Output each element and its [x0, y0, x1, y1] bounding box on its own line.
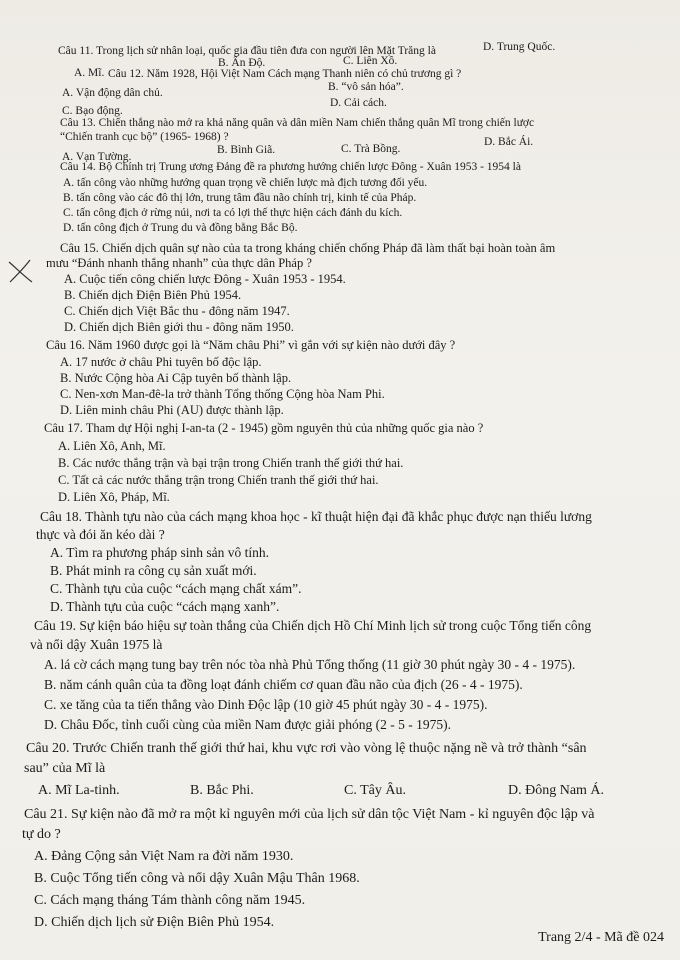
- q19-option-c: C. xe tăng của ta tiến thẳng vào Dinh Độc lập (10 giờ 45 phút ngày 30 - 4 - 1975).: [44, 697, 488, 712]
- question-17: Câu 17. Tham dự Hội nghị I-an-ta (2 - 1945) gồm nguyên thủ của những quốc gia nào ?: [44, 421, 484, 435]
- q14-option-b: B. tấn công vào các đô thị lớn, trung tâm đầu não chính trị, kinh tế của Pháp.: [63, 192, 417, 204]
- q17-option-c: C. Tất cả các nước thắng trận trong Chiến tranh thế giới thứ hai.: [58, 473, 379, 487]
- q12-option-c: C. Bạo động.: [62, 105, 123, 117]
- question-14: Câu 14. Bộ Chính trị Trung ương Đảng đề ra phương hướng chiến lược Đông - Xuân 1953 - 1954 là: [60, 161, 521, 173]
- q11-option-a: A. Mĩ.: [74, 67, 105, 79]
- q21-option-a: A. Đảng Cộng sản Việt Nam ra đời năm 1930.: [34, 849, 294, 864]
- q11-option-c: C. Liên Xô.: [343, 55, 398, 67]
- q12-option-a: A. Vận động dân chủ.: [62, 87, 163, 99]
- q19-option-d: D. Châu Đốc, tỉnh cuối cùng của miền Nam được giải phóng (2 - 5 - 1975).: [44, 717, 451, 732]
- q13-option-c: C. Trà Bồng.: [341, 143, 401, 155]
- q15-option-d: D. Chiến dịch Biên giới thu - đông năm 1950.: [64, 320, 294, 334]
- q16-option-d: D. Liên minh châu Phi (AU) được thành lập.: [60, 403, 284, 417]
- q20-option-b: B. Bắc Phi.: [190, 783, 254, 798]
- q21-option-c: C. Cách mạng tháng Tám thành công năm 1945.: [34, 893, 306, 908]
- question-21-cont: tự do ?: [22, 827, 61, 842]
- q21-option-d: D. Chiến dịch lịch sử Điện Biên Phủ 1954.: [34, 915, 275, 930]
- q16-option-b: B. Nước Cộng hòa Ai Cập tuyên bố thành lập.: [60, 371, 292, 385]
- question-20-cont: sau” của Mĩ là: [24, 761, 106, 776]
- q13-option-b: B. Bình Giã.: [217, 144, 276, 156]
- question-15-cont: mưu “Đánh nhanh thắng nhanh” của thực dân Pháp ?: [46, 256, 312, 270]
- q21-option-b: B. Cuộc Tổng tiến công và nổi dậy Xuân Mậu Thân 1968.: [34, 871, 360, 886]
- question-18-cont: thực và đói ăn kéo dài ?: [36, 527, 165, 542]
- q11-option-d: D. Trung Quốc.: [483, 41, 556, 53]
- q17-option-a: A. Liên Xô, Anh, Mĩ.: [58, 439, 166, 453]
- q13-option-d: D. Bắc Ái.: [484, 136, 534, 148]
- q16-option-a: A. 17 nước ở châu Phi tuyên bố độc lập.: [60, 355, 262, 369]
- q14-option-d: D. tấn công địch ở Trung du và đồng bằng Bắc Bộ.: [63, 222, 298, 234]
- q18-option-b: B. Phát minh ra công cụ sản xuất mới.: [50, 563, 257, 578]
- question-18: Câu 18. Thành tựu nào của cách mạng khoa học - kĩ thuật hiện đại đã khắc phục được nạn thiếu lương: [40, 509, 592, 524]
- question-16: Câu 16. Năm 1960 được gọi là “Năm châu Phi” vì gắn với sự kiện nào dưới đây ?: [46, 338, 456, 352]
- q16-option-c: C. Nen-xơn Man-đê-la trở thành Tổng thống Cộng hòa Nam Phi.: [60, 387, 385, 401]
- q14-option-c: C. tấn công địch ở rừng núi, nơi ta có lợi thế thực hiện cách đánh du kích.: [63, 207, 403, 219]
- question-13: Câu 13. Chiến thắng nào mở ra khả năng quân và dân miền Nam chiến thắng quân Mĩ trong chiến lược: [60, 117, 535, 129]
- question-11: Câu 11. Trong lịch sử nhân loại, quốc gia đầu tiên đưa con người lên Mặt Trăng là: [58, 45, 436, 57]
- question-21: Câu 21. Sự kiện nào đã mở ra một kỉ nguyên mới của lịch sử dân tộc Việt Nam - kỉ nguyên độc lập và: [24, 807, 595, 822]
- question-20: Câu 20. Trước Chiến tranh thế giới thứ hai, khu vực rơi vào vòng lệ thuộc nặng nề và trở thành “sân: [26, 741, 587, 756]
- q15-option-c: C. Chiến dịch Việt Bắc thu - đông năm 1947.: [64, 304, 290, 318]
- question-19-cont: và nổi dậy Xuân 1975 là: [30, 637, 163, 652]
- q13-option-a: A. Vạn Tường.: [62, 151, 132, 163]
- q15-option-a: A. Cuộc tiến công chiến lược Đông - Xuân 1953 - 1954.: [64, 272, 346, 286]
- q18-option-a: A. Tìm ra phương pháp sinh sản vô tính.: [50, 545, 269, 560]
- question-12: Câu 12. Năm 1928, Hội Việt Nam Cách mạng Thanh niên có chủ trương gì ?: [108, 68, 462, 80]
- q20-option-d: D. Đông Nam Á.: [508, 783, 605, 798]
- q11-option-b: B. Ấn Độ.: [218, 57, 266, 69]
- q17-option-d: D. Liên Xô, Pháp, Mĩ.: [58, 490, 170, 504]
- q14-option-a: A. tấn công vào những hướng quan trọng về chiến lược mà địch tương đối yếu.: [63, 177, 428, 189]
- q20-option-a: A. Mĩ La-tinh.: [38, 783, 120, 798]
- q20-option-c: C. Tây Âu.: [344, 783, 406, 798]
- q12-option-d: D. Cải cách.: [330, 97, 387, 109]
- q19-option-b: B. năm cánh quân của ta đồng loạt đánh chiếm cơ quan đầu não của địch (26 - 4 - 1975).: [44, 677, 523, 692]
- question-19: Câu 19. Sự kiện báo hiệu sự toàn thắng của Chiến dịch Hồ Chí Minh lịch sử trong cuộc Tổng tiến công: [34, 618, 592, 633]
- handwritten-x-mark-icon: [6, 258, 36, 284]
- q18-option-c: C. Thành tựu của cuộc “cách mạng chất xám”.: [50, 581, 302, 596]
- page-footer: Trang 2/4 - Mã đề 024: [538, 930, 664, 945]
- question-15: Câu 15. Chiến dịch quân sự nào của ta trong kháng chiến chống Pháp đã làm thất bại hoàn toàn âm: [60, 241, 556, 255]
- q17-option-b: B. Các nước thắng trận và bại trận trong Chiến tranh thế giới thứ hai.: [58, 456, 404, 470]
- q12-option-b: B. “vô sản hóa”.: [328, 81, 404, 93]
- question-13-cont: “Chiến tranh cục bộ” (1965- 1968) ?: [60, 131, 229, 143]
- q18-option-d: D. Thành tựu của cuộc “cách mạng xanh”.: [50, 599, 280, 614]
- q15-option-b: B. Chiến dịch Điện Biên Phủ 1954.: [64, 288, 242, 302]
- q19-option-a: A. lá cờ cách mạng tung bay trên nóc tòa nhà Phủ Tổng thống (11 giờ 30 phút ngày 30 - 4 - 1975).: [44, 657, 576, 672]
